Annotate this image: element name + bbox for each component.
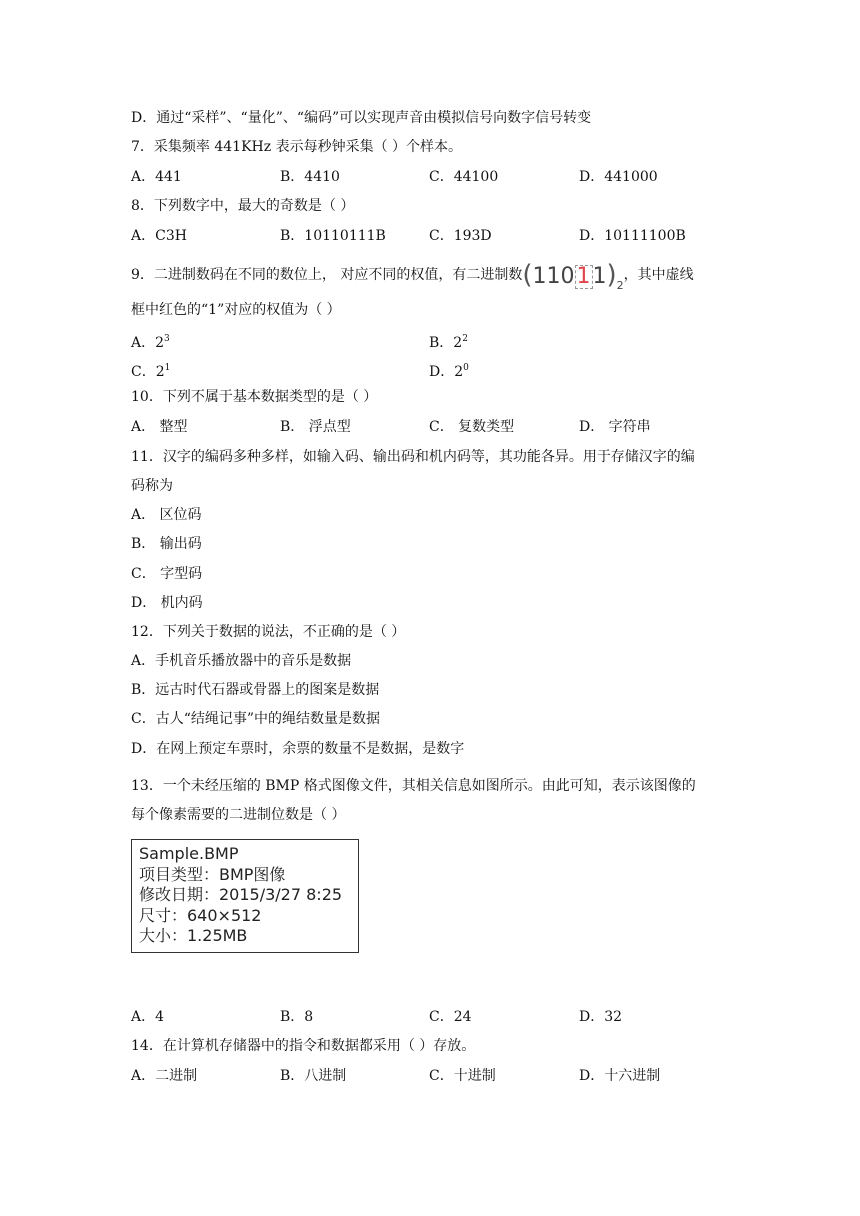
info-filename: Sample.BMP — [139, 844, 239, 863]
q10-option-d: D． 字符串 — [579, 419, 651, 435]
info-size: 大小：1.25MB — [139, 926, 248, 945]
binary-close-paren: ) — [606, 260, 617, 290]
q9-option-d: D．$2^0$ — [429, 363, 469, 380]
q7-option-b: B．4410 — [280, 169, 340, 185]
q13-stem-a: 13．一个未经压缩的 BMP 格式图像文件，其相关信息如图所示。由此可知，表示该图像的 — [131, 778, 696, 794]
q8-stem: 8．下列数字中，最大的奇数是（ ） — [131, 198, 355, 214]
q14-option-a: A．二进制 — [131, 1068, 198, 1084]
bmp-file-info-box — [131, 839, 359, 953]
info-type: 项目类型：BMP图像 — [139, 864, 286, 884]
q10-option-c: C． 复数类型 — [429, 419, 515, 435]
binary-number-figure — [522, 260, 624, 292]
q9-option-a: A．$2^3$ — [131, 334, 170, 351]
q8-option-c: C．193D — [429, 228, 492, 244]
q7-option-c: C．44100 — [429, 169, 499, 185]
info-modified: 修改日期：2015/3/27 8:25 — [139, 885, 343, 904]
binary-open-paren: ( — [522, 260, 533, 290]
q7-option-d: D．441000 — [579, 169, 658, 185]
q9-stem-c: 框中红色的“1”对应的权值为（ ） — [131, 302, 341, 318]
q8-option-a: A．C3H — [131, 228, 187, 244]
q10-option-b: B． 浮点型 — [280, 419, 351, 435]
q12-stem: 12．下列关于数据的说法，不正确的是（ ） — [131, 624, 406, 640]
q12-option-c: C．古人“结绳记事”中的绳结数量是数据 — [131, 711, 381, 727]
q10-option-a: A． 整型 — [131, 419, 188, 435]
binary-highlighted-digit: 1 — [576, 264, 591, 289]
q11-option-d: D． 机内码 — [131, 595, 203, 611]
q11-stem-a: 11．汉字的编码多种多样，如输入码、输出码和机内码等，其功能各异。用于存储汉字的编 — [131, 449, 695, 465]
q9-stem-line1 — [131, 260, 694, 292]
q8-option-d: D．10111100B — [579, 228, 686, 244]
q9-stem-a: 9．二进制数码在不同的数位上， 对应不同的权值，有二进制数 — [131, 267, 523, 283]
q10-stem: 10．下列不属于基本数据类型的是（ ） — [131, 389, 378, 405]
q11-option-a: A． 区位码 — [131, 507, 202, 523]
q12-option-b: B．远古时代石器或骨器上的图案是数据 — [131, 682, 380, 698]
q9-stem-b: ，其中虚线 — [623, 267, 694, 283]
q13-option-d: D．32 — [579, 1009, 623, 1025]
q7-stem: 7．采集频率 441KHz 表示每秒钟采集（ ）个样本。 — [131, 139, 463, 155]
q13-option-a: A．4 — [131, 1009, 165, 1025]
q13-option-c: C．24 — [429, 1009, 472, 1025]
binary-digits-before: 110 — [532, 264, 575, 289]
q11-option-b: B． 输出码 — [131, 536, 202, 552]
q14-option-c: C．十进制 — [429, 1068, 496, 1084]
q11-stem-b: 码称为 — [131, 478, 173, 494]
q7-option-a: A．441 — [131, 169, 182, 185]
q12-option-d: D．在网上预定车票时，余票的数量不是数据，是数字 — [131, 741, 465, 757]
q9-option-b: B．$2^2$ — [429, 334, 468, 351]
q8-option-b: B．10110111B — [280, 228, 386, 244]
info-dimensions: 尺寸：640×512 — [139, 905, 262, 925]
q6-option-d: D．通过“采样”、“量化”、“编码”可以实现声音由模拟信号向数字信号转变 — [131, 110, 592, 126]
q12-option-a: A．手机音乐播放器中的音乐是数据 — [131, 653, 352, 669]
q14-option-b: B．八进制 — [280, 1068, 347, 1084]
binary-base: 2 — [616, 279, 624, 292]
q11-option-c: C． 字型码 — [131, 566, 203, 582]
q14-stem: 14．在计算机存储器中的指令和数据都采用（ ）存放。 — [131, 1038, 476, 1054]
q14-option-d: D．十六进制 — [579, 1068, 661, 1084]
q9-option-c: C．$2^1$ — [131, 363, 171, 380]
binary-digits-after: 1 — [592, 264, 607, 289]
q13-option-b: B．8 — [280, 1009, 314, 1025]
q13-stem-b: 每个像素需要的二进制位数是（ ） — [131, 807, 346, 823]
